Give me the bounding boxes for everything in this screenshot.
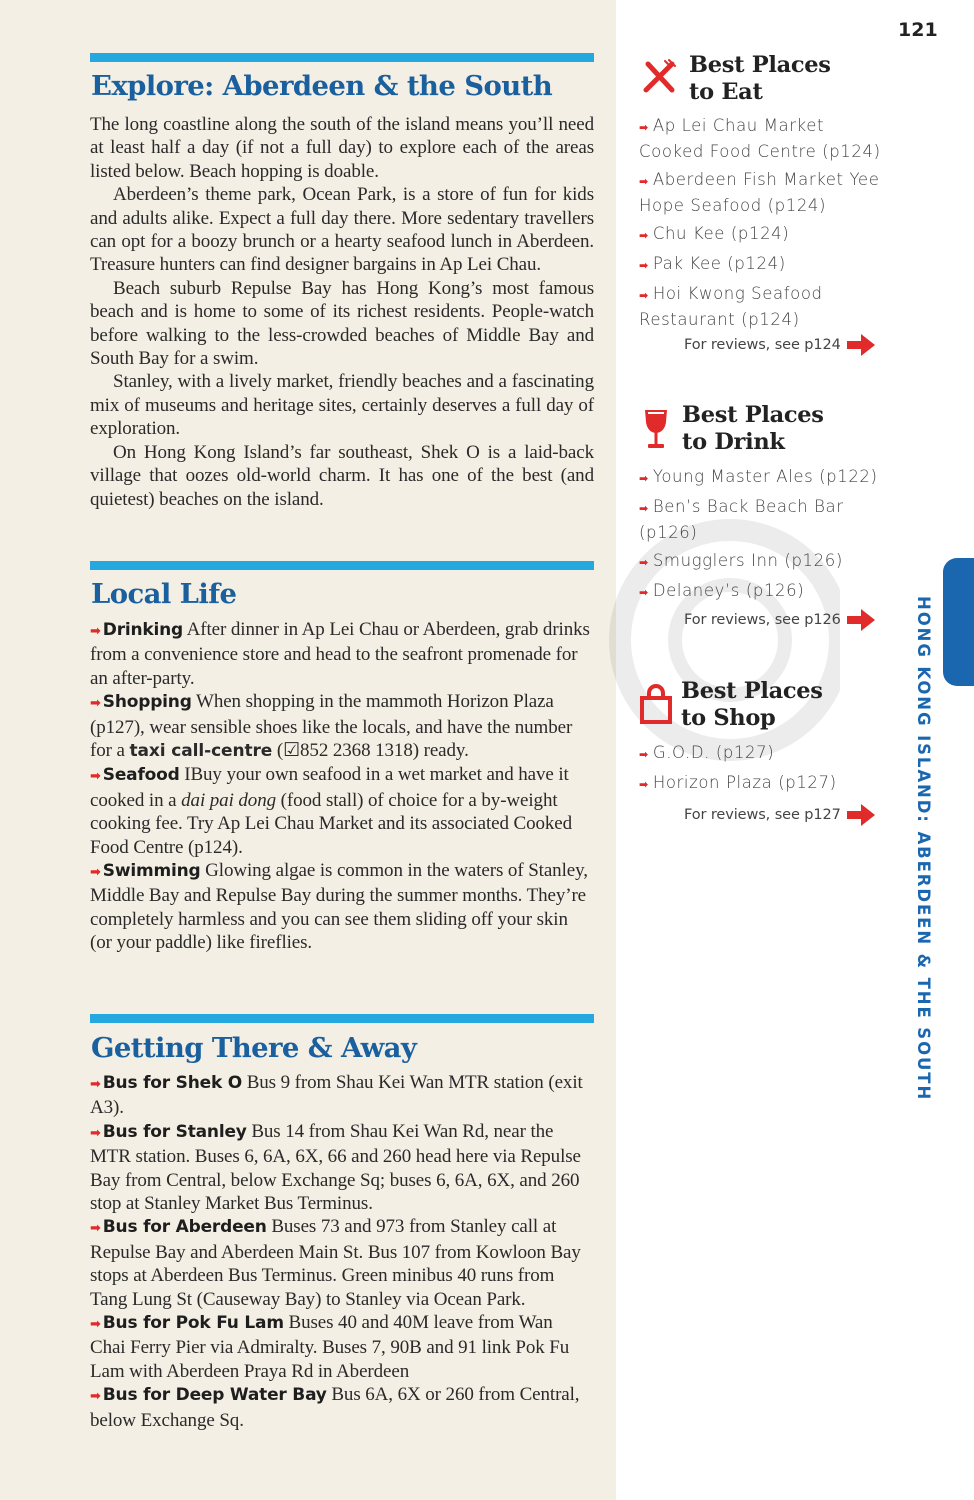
local-life-entry — [90, 763, 590, 859]
arrow-bullet-icon: ➡ — [90, 624, 101, 639]
local-life-title: Local Life — [91, 578, 237, 610]
explore-title: Explore: Aberdeen & the South — [91, 70, 553, 102]
explore-paragraph: Stanley, with a lively market, friendly beaches and a fascinating mix of museums and heritage sites, certainly deserves a full day of exploration. — [90, 371, 594, 440]
arrow-bullet-icon: ➡ — [639, 502, 649, 515]
local-life-body — [90, 618, 590, 955]
list-item-label: Aberdeen Fish Market Yee Hope Seafood (p124) — [639, 170, 880, 215]
list-item-label: Ap Lei Chau Market Cooked Food Centre (p124) — [639, 116, 881, 161]
best-eat-ref — [684, 334, 875, 356]
explore-paragraph: On Hong Kong Island’s far southeast, Shek O is a laid-back village that oozes old-world charm. It has one of the best (and quietest) beaches on the island. — [90, 441, 594, 510]
entry-lead: Drinking — [102, 620, 184, 640]
arrow-bullet-icon: ➡ — [639, 748, 649, 761]
entry-lead: Shopping — [102, 692, 192, 713]
entry-text: Buses 73 and 973 from Stanley call at Repulse Bay and Aberdeen Main St. Bus 107 from Kowloon Bay stops at Aberdeen Bus Terminus. Green minibus 40 runs from Tang Lung St (Causeway Bay) to Stanley via Ocean Park. — [90, 1216, 581, 1310]
best-drink-title-line: to Drink — [682, 429, 785, 455]
getting-there-rule — [90, 1014, 594, 1023]
explore-rule — [90, 53, 594, 62]
taxi-term: taxi call-centre — [129, 741, 273, 762]
entry-text: Bus 14 from Shau Kei Wan Rd, near the MTR station. Buses 6, 6A, 6X, 66 and 260 head here via Repulse Bay from Central, below Exchange Sq; buses 6, 6A, 6X, and 260 stop at Stanley Market Bus Terminus. — [90, 1120, 581, 1215]
list-item — [639, 579, 894, 605]
local-life-entry — [90, 690, 590, 763]
arrow-bullet-icon: ➡ — [639, 259, 649, 272]
list-item — [639, 114, 894, 164]
arrow-bullet-icon: ➡ — [639, 472, 649, 485]
entry-text: Buses 40 and 40M leave from Wan Chai Ferry Pier via Admiralty. Buses 7, 90B and 91 link Pok Fu Lam with Aberdeen Praya Rd in Aberdeen — [90, 1312, 570, 1382]
entry-text: After dinner in Ap Lei Chau or Aberdeen, grab drinks from a convenience store and head to the seafront promenade for an after-party. — [90, 619, 590, 689]
explore-paragraph: Beach suburb Repulse Bay has Hong Kong’s most famous beach and is home to some of its richest residents. People-watch before walking to the less-crowded beaches of Middle Bay and South Bay for a swim. — [90, 277, 594, 370]
arrow-right-icon — [847, 804, 875, 826]
entry-lead: Swimming — [102, 861, 201, 882]
transport-entry — [90, 1215, 590, 1311]
entry-text: (☑852 2368 1318) ready. — [276, 740, 469, 762]
arrow-bullet-icon: ➡ — [639, 778, 649, 791]
best-shop-title-line: Best Places — [681, 678, 823, 704]
getting-there-title: Getting There & Away — [91, 1032, 417, 1064]
arrow-right-icon — [847, 609, 875, 631]
list-item — [639, 168, 894, 218]
list-item-label: Smugglers Inn (p126) — [652, 551, 843, 570]
best-drink-list — [639, 465, 894, 609]
list-item — [639, 495, 894, 545]
best-eat-title-line: Best Places — [689, 52, 831, 78]
wine-glass-icon — [642, 408, 670, 450]
reviews-ref-label: For reviews, see p124 — [684, 337, 841, 353]
arrow-bullet-icon: ➡ — [90, 696, 101, 712]
arrow-bullet-icon: ➡ — [90, 1389, 101, 1405]
arrow-right-icon — [847, 334, 875, 356]
shopping-bag-icon — [640, 684, 672, 724]
explore-body — [90, 113, 594, 511]
list-item-label: Young Master Ales (p122) — [652, 467, 878, 486]
best-shop-list — [639, 741, 894, 801]
explore-paragraph: The long coastline along the south of the island means you’ll need at least half a day (if not a full day) to explore each of the areas listed below. Beach hopping is doable. — [90, 114, 594, 182]
transport-entry — [90, 1383, 590, 1432]
page-number: 121 — [898, 19, 938, 41]
entry-text: Glowing algae is common in the waters of Stanley, Middle Bay and Repulse Bay during the summer months. They’re completely harmless and you can see them sliding off your skin (or your paddle) like fireflies. — [90, 860, 588, 954]
list-item — [639, 222, 894, 248]
list-item — [639, 549, 894, 575]
chapter-side-label: HONG KONG ISLAND: ABERDEEN & THE SOUTH — [914, 596, 933, 1102]
list-item-label: Horizon Plaza (p127) — [652, 773, 837, 792]
arrow-bullet-icon: ➡ — [90, 1221, 101, 1237]
best-drink-title-line: Best Places — [682, 402, 824, 428]
list-item-label: Hoi Kwong Seafood Restaurant (p124) — [639, 284, 823, 329]
best-shop-title — [681, 678, 823, 732]
arrow-bullet-icon: ➡ — [90, 865, 101, 881]
list-item-label: Chu Kee (p124) — [652, 224, 790, 243]
list-item-label: Pak Kee (p124) — [652, 254, 786, 273]
list-item — [639, 771, 894, 797]
arrow-bullet-icon: ➡ — [639, 289, 649, 302]
arrow-bullet-icon: ➡ — [90, 1317, 101, 1333]
explore-paragraph: Aberdeen’s theme park, Ocean Park, is a store of fun for kids and adults alike. Expect a full day there. More sedentary travellers can opt for a boozy brunch or a hearty seafood lunch in Aberdeen. Treasure hunters can find designer bargains in Ap Lei Chau. — [90, 184, 594, 276]
fork-knife-icon — [640, 58, 678, 96]
entry-text: Bus 9 from Shau Kei Wan MTR station (exit A3). — [90, 1072, 583, 1119]
best-shop-ref — [684, 804, 875, 826]
arrow-bullet-icon: ➡ — [639, 586, 649, 599]
best-drink-ref — [684, 609, 875, 631]
entry-lead: Bus for Aberdeen — [102, 1217, 267, 1238]
transport-entry — [90, 1120, 590, 1216]
arrow-bullet-icon: ➡ — [639, 121, 649, 134]
best-eat-title — [689, 52, 831, 106]
entry-lead: Bus for Shek O — [102, 1073, 243, 1093]
list-item-label: Ben’s Back Beach Bar (p126) — [639, 497, 844, 542]
arrow-bullet-icon: ➡ — [639, 556, 649, 569]
entry-text: Bus 6A, 6X or 260 from Central, below Exchange Sq. — [90, 1384, 580, 1431]
entry-text: IBuy your own seafood in a wet market and have it cooked in a — [90, 764, 569, 811]
entry-lead: Bus for Deep Water Bay — [102, 1385, 327, 1406]
transport-entry — [90, 1311, 590, 1383]
entry-text: When shopping in the mammoth Horizon Plaza (p127), wear sensible shoes like the locals, and have the number for a — [90, 691, 573, 762]
transport-entry — [90, 1071, 590, 1120]
local-life-entry — [90, 859, 590, 955]
arrow-bullet-icon: ➡ — [639, 175, 649, 188]
arrow-bullet-icon: ➡ — [90, 1077, 101, 1092]
reviews-ref-label: For reviews, see p126 — [684, 612, 841, 628]
best-eat-list — [639, 114, 894, 336]
best-drink-title — [682, 402, 824, 456]
arrow-bullet-icon: ➡ — [639, 229, 649, 242]
arrow-bullet-icon: ➡ — [90, 769, 101, 785]
list-item-label: G.O.D. (p127) — [652, 743, 775, 762]
best-shop-title-line: to Shop — [681, 705, 776, 731]
italic-term: dai pai dong — [181, 789, 276, 811]
entry-lead: Seafood — [102, 765, 180, 786]
best-eat-title-line: to Eat — [689, 79, 763, 105]
getting-there-body — [90, 1071, 590, 1432]
arrow-bullet-icon: ➡ — [90, 1125, 101, 1141]
chapter-tab — [943, 558, 974, 686]
entry-text: (food stall) of choice for a by-weight cooking fee. Try Ap Lei Chau Market and its associated Cooked Food Centre (p124). — [90, 789, 573, 858]
reviews-ref-label: For reviews, see p127 — [684, 807, 841, 823]
list-item — [639, 465, 894, 491]
list-item-label: Delaney’s (p126) — [652, 581, 805, 600]
list-item — [639, 282, 894, 332]
list-item — [639, 252, 894, 278]
entry-lead: Bus for Pok Fu Lam — [102, 1313, 284, 1334]
local-life-rule — [90, 561, 594, 570]
entry-lead: Bus for Stanley — [102, 1121, 247, 1142]
local-life-entry — [90, 618, 590, 690]
list-item — [639, 741, 894, 767]
